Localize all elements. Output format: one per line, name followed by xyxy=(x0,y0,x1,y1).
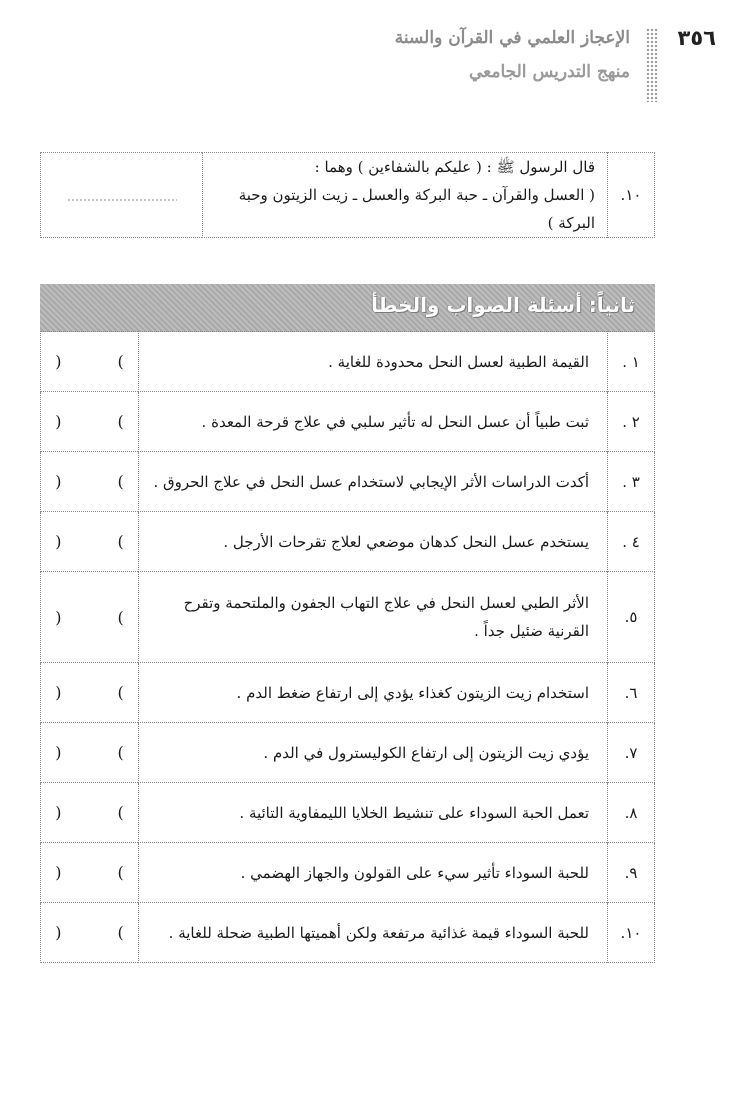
open-paren: ( xyxy=(55,472,62,491)
close-paren: ) xyxy=(117,923,124,942)
statement-text: الأثر الطبي لعسل النحل في علاج التهاب الجفون والملتحمة وتقرح القرنية ضئيل جداً . xyxy=(139,572,608,663)
statement-text: يؤدي زيت الزيتون إلى ارتفاع الكوليسترول في الدم . xyxy=(139,723,608,783)
answer-dotted-line xyxy=(67,199,177,201)
statement-row xyxy=(41,723,655,783)
answer-mark-box[interactable] xyxy=(41,783,139,843)
statement-text: ثبت طبياً أن عسل النحل له تأثير سلبي في علاج قرحة المعدة . xyxy=(139,392,608,452)
close-paren: ) xyxy=(117,683,124,702)
statement-number: ٤ . xyxy=(608,512,655,572)
open-paren: ( xyxy=(55,803,62,822)
statement-text: أكدت الدراسات الأثر الإيجابي لاستخدام عسل النحل في علاج الحروق . xyxy=(139,452,608,512)
open-paren: ( xyxy=(55,352,62,371)
statement-row xyxy=(41,452,655,512)
close-paren: ) xyxy=(117,743,124,762)
statement-number: ٧. xyxy=(608,723,655,783)
page-header xyxy=(26,26,716,96)
statement-text: للحبة السوداء قيمة غذائية مرتفعة ولكن أهميتها الطبية ضحلة للغاية . xyxy=(139,903,608,963)
statement-row xyxy=(41,663,655,723)
statement-text: يستخدم عسل النحل كدهان موضعي لعلاج تقرحات الأرجل . xyxy=(139,512,608,572)
true-false-table xyxy=(40,331,655,963)
chapter-title: منهج التدريس الجامعي xyxy=(469,62,630,82)
statement-row xyxy=(41,903,655,963)
statement-row xyxy=(41,512,655,572)
answer-mark-box[interactable] xyxy=(41,572,139,663)
statement-number: ٥. xyxy=(608,572,655,663)
statement-number: ٢ . xyxy=(608,392,655,452)
statement-row xyxy=(41,332,655,392)
question-number: ١٠. xyxy=(608,153,655,238)
answer-mark-box[interactable] xyxy=(41,843,139,903)
close-paren: ) xyxy=(117,352,124,371)
question-line-2: ( العسل والقرآن ـ حبة البركة والعسل ـ زيت الزيتون وحبة البركة ) xyxy=(238,186,595,232)
header-dot-strip xyxy=(646,28,658,102)
book-title: الإعجاز العلمي في القرآن والسنة xyxy=(394,28,630,48)
statement-number: ٨. xyxy=(608,783,655,843)
open-paren: ( xyxy=(55,863,62,882)
statement-row xyxy=(41,392,655,452)
fill-in-question-table xyxy=(40,152,655,238)
statement-row xyxy=(41,843,655,903)
open-paren: ( xyxy=(55,743,62,762)
question-row xyxy=(41,153,655,238)
statement-number: ١٠. xyxy=(608,903,655,963)
page-number: ٣٥٦ xyxy=(677,26,716,50)
open-paren: ( xyxy=(55,532,62,551)
statement-number: ٩. xyxy=(608,843,655,903)
statement-number: ٣ . xyxy=(608,452,655,512)
answer-mark-box[interactable] xyxy=(41,392,139,452)
statement-row xyxy=(41,783,655,843)
close-paren: ) xyxy=(117,863,124,882)
answer-mark-box[interactable] xyxy=(41,723,139,783)
open-paren: ( xyxy=(55,607,62,627)
open-paren: ( xyxy=(55,412,62,431)
statement-text: القيمة الطبية لعسل النحل محدودة للغاية . xyxy=(139,332,608,392)
answer-mark-box[interactable] xyxy=(41,332,139,392)
close-paren: ) xyxy=(117,472,124,491)
answer-mark-box[interactable] xyxy=(41,452,139,512)
answer-mark-box[interactable] xyxy=(41,903,139,963)
section-title: ثانياً: أسئلة الصواب والخطأ xyxy=(371,293,635,317)
open-paren: ( xyxy=(55,683,62,702)
statement-number: ١ . xyxy=(608,332,655,392)
close-paren: ) xyxy=(117,607,124,627)
close-paren: ) xyxy=(117,412,124,431)
answer-blank[interactable] xyxy=(41,153,203,238)
open-paren: ( xyxy=(55,923,62,942)
answer-mark-box[interactable] xyxy=(41,663,139,723)
answer-mark-box[interactable] xyxy=(41,512,139,572)
close-paren: ) xyxy=(117,803,124,822)
statement-row xyxy=(41,572,655,663)
statement-text: للحبة السوداء تأثير سيء على القولون والجهاز الهضمي . xyxy=(139,843,608,903)
question-text xyxy=(203,153,608,238)
statement-number: ٦. xyxy=(608,663,655,723)
section-banner xyxy=(40,284,655,332)
statement-text: استخدام زيت الزيتون كغذاء يؤدي إلى ارتفاع ضغط الدم . xyxy=(139,663,608,723)
question-line-1: قال الرسول ﷺ : ( عليكم بالشفاءين ) وهما : xyxy=(314,158,595,176)
statement-text: تعمل الحبة السوداء على تنشيط الخلايا الليمفاوية التائية . xyxy=(139,783,608,843)
close-paren: ) xyxy=(117,532,124,551)
